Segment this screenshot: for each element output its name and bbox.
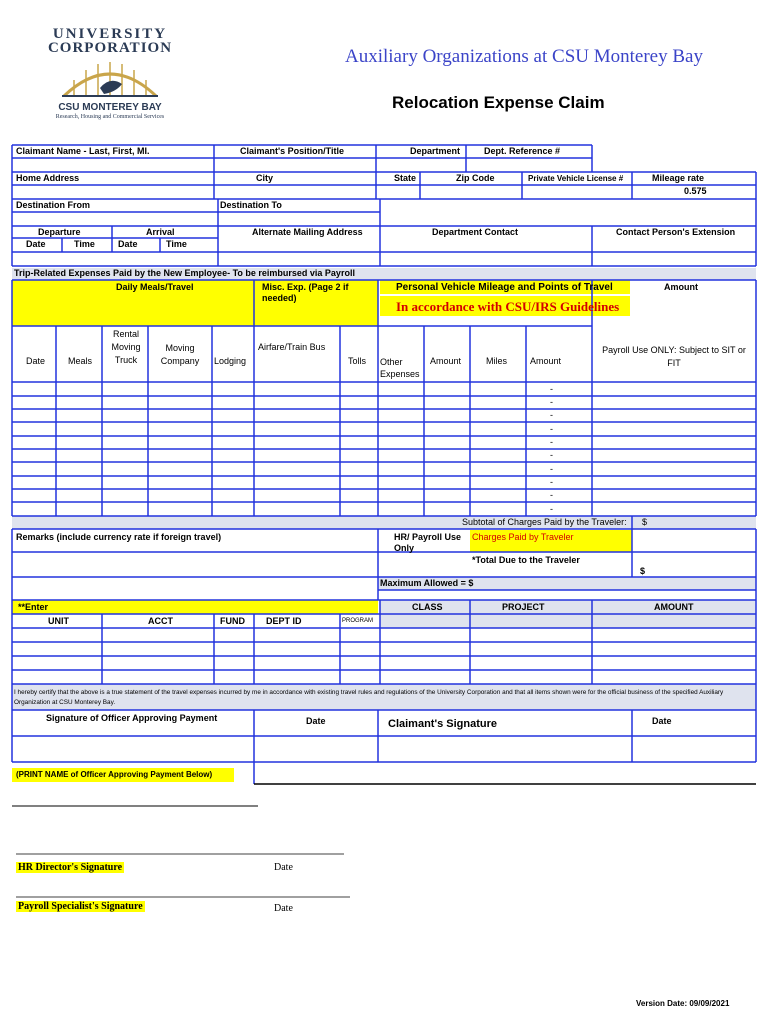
- officer-date-label: Date: [306, 716, 326, 726]
- departure-label: Departure: [38, 227, 81, 237]
- daily-meals-label: Daily Meals/Travel: [116, 282, 194, 292]
- fund-label: FUND: [220, 616, 245, 626]
- logo-line4: Research, Housing and Commercial Services: [55, 114, 165, 120]
- logo-line3: CSU MONTEREY BAY: [58, 102, 162, 113]
- subtotal-currency: $: [642, 517, 648, 527]
- row-amount-dash: -: [550, 490, 553, 500]
- payroll-specialist-date-label: Date: [274, 903, 293, 914]
- enter-label: **Enter: [18, 602, 49, 612]
- license-label: Private Vehicle License #: [528, 174, 624, 183]
- city-label: City: [256, 173, 274, 183]
- dept-reference-label: Dept. Reference #: [484, 146, 561, 156]
- charges-paid-label: Charges Paid by Traveler: [472, 532, 574, 542]
- claimant-signature-label: Claimant's Signature: [388, 718, 497, 730]
- home-address-label: Home Address: [16, 173, 80, 183]
- row-amount-dash: -: [550, 450, 553, 460]
- hr-director-signature-label: HR Director's Signature: [18, 862, 123, 873]
- payroll-use-label: Payroll Use ONLY: Subject to SIT or FIT: [602, 345, 746, 368]
- claimant-date-label: Date: [652, 716, 672, 726]
- row-amount-dash: -: [550, 504, 553, 514]
- dept-contact-label: Department Contact: [432, 227, 519, 237]
- row-amount-dash: -: [550, 384, 553, 394]
- certification-statement: I hereby certify that the above is a true statement of the travel expenses incurred by me in accordance with existing travel rules and regulations of the University Corporation and that all items shown were for the official business of the specified Auxiliary Organization at CSU Monterey Bay.: [14, 689, 724, 706]
- alt-mailing-label: Alternate Mailing Address: [252, 227, 363, 237]
- departure-time-label: Time: [74, 239, 95, 249]
- subtotal-label: Subtotal of Charges Paid by the Traveler:: [462, 517, 627, 527]
- expenses-section-label: Trip-Related Expenses Paid by the New Employee- To be reimbursed via Payroll: [14, 268, 355, 278]
- col-amount2-label: Amount: [530, 356, 562, 366]
- row-amount-dash: -: [550, 410, 553, 420]
- total-due-label: *Total Due to the Traveler: [472, 555, 580, 565]
- payroll-specialist-signature-label: Payroll Specialist's Signature: [18, 901, 143, 912]
- total-currency: $: [640, 566, 646, 576]
- department-label: Department: [410, 146, 461, 156]
- misc-exp-label: Misc. Exp. (Page 2 if needed): [262, 282, 349, 303]
- destination-from-label: Destination From: [16, 200, 91, 210]
- version-date: Version Date: 09/09/2021: [636, 999, 730, 1008]
- zip-label: Zip Code: [456, 173, 495, 183]
- col-date-label: Date: [26, 356, 46, 366]
- dept-id-label: DEPT ID: [266, 616, 302, 626]
- arrival-date-label: Date: [118, 239, 138, 249]
- position-field[interactable]: [216, 159, 374, 171]
- col-airfare-label: Airfare/Train Bus: [258, 342, 326, 352]
- arrival-time-label: Time: [166, 239, 187, 249]
- col-miles-label: Miles: [486, 356, 508, 366]
- print-name-label: (PRINT NAME of Officer Approving Payment Below): [16, 770, 213, 779]
- remarks-label: Remarks (include currency rate if foreign travel): [16, 532, 222, 542]
- col-moving-label: Moving Company: [160, 343, 200, 366]
- row-amount-dash: -: [550, 437, 553, 447]
- unit-label: UNIT: [48, 616, 69, 626]
- claimant-name-label: Claimant Name - Last, First, MI.: [16, 146, 150, 156]
- remarks-field[interactable]: [14, 553, 376, 576]
- class-label: CLASS: [412, 602, 443, 612]
- logo-line1: UNIVERSITY: [52, 26, 168, 42]
- row-amount-dash: -: [550, 464, 553, 474]
- col-amount-label: Amount: [430, 356, 462, 366]
- row-amount-dash: -: [550, 424, 553, 434]
- col-rental-label: Rental Moving Truck: [111, 329, 141, 365]
- acct-label: ACCT: [148, 616, 173, 626]
- amount-header-label: Amount: [664, 282, 698, 292]
- arrival-label: Arrival: [146, 227, 175, 237]
- guidelines-label: In accordance with CSU/IRS Guidelines: [396, 299, 620, 314]
- officer-signature-label: Signature of Officer Approving Payment: [46, 713, 218, 723]
- form-title: Relocation Expense Claim: [392, 93, 605, 112]
- claimant-signature-field[interactable]: [380, 738, 630, 760]
- hr-payroll-use-label: HR/ Payroll Use Only: [394, 532, 462, 553]
- hr-director-date-label: Date: [274, 862, 293, 873]
- col-tolls-label: Tolls: [348, 356, 367, 366]
- max-allowed-label: Maximum Allowed = $: [380, 578, 474, 588]
- row-amount-dash: -: [550, 477, 553, 487]
- org-title: Auxiliary Organizations at CSU Monterey Bay: [345, 46, 703, 67]
- position-label: Claimant's Position/Title: [240, 146, 344, 156]
- row-amount-dash: -: [550, 397, 553, 407]
- mileage-rate-label: Mileage rate: [652, 173, 705, 183]
- departure-date-label: Date: [26, 239, 46, 249]
- contact-ext-label: Contact Person's Extension: [616, 227, 736, 237]
- col-lodging-label: Lodging: [214, 356, 247, 366]
- state-label: State: [394, 173, 417, 183]
- col-meals-label: Meals: [68, 356, 93, 366]
- claimant-name-field[interactable]: [14, 159, 212, 171]
- personal-vehicle-label: Personal Vehicle Mileage and Points of Travel: [396, 282, 613, 293]
- col-other-label: Other Expenses: [380, 357, 420, 379]
- mileage-rate-value: 0.575: [684, 186, 707, 196]
- program-label: PROGRAM: [342, 618, 374, 624]
- project-label: PROJECT: [502, 602, 545, 612]
- logo-line2: CORPORATION: [47, 40, 173, 56]
- destination-to-label: Destination To: [220, 200, 282, 210]
- accounting-amount-label: AMOUNT: [654, 602, 694, 612]
- officer-signature-field[interactable]: [14, 738, 252, 760]
